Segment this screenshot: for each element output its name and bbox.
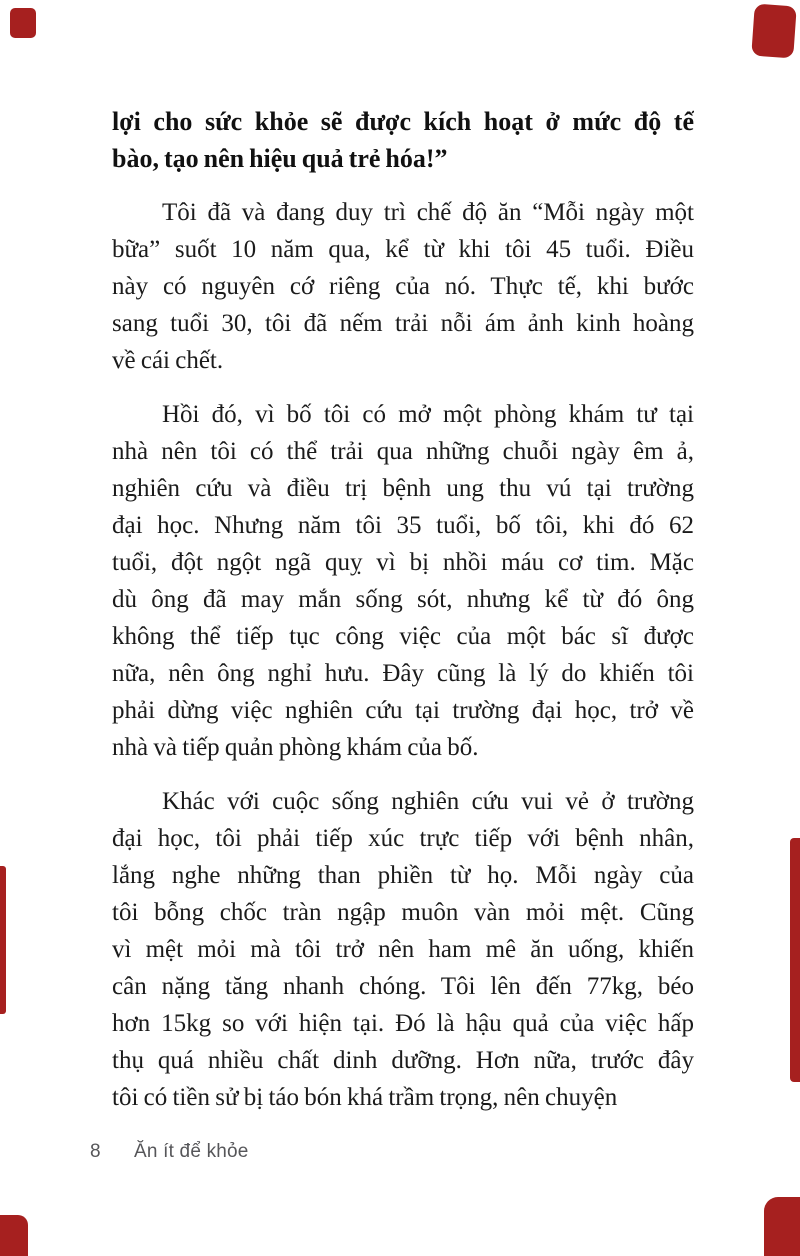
text-line: vì mệt mỏi mà tôi trở nên ham mê ăn uống, khiến xyxy=(112,936,694,963)
body-paragraph xyxy=(112,396,694,766)
text-line: nhà nên tôi có thể trải qua những chuỗi ngày êm ả, xyxy=(112,438,694,465)
book-title: Ăn ít để khỏe xyxy=(134,1141,249,1162)
text-line: hơn 15kg so với hiện tại. Đó là hậu quả của việc hấp xyxy=(112,1010,694,1037)
text-line: lắng nghe những than phiền từ họ. Mỗi ngày của xyxy=(112,862,694,889)
text-line: đại học, tôi phải tiếp xúc trực tiếp với bệnh nhân, xyxy=(112,825,694,852)
page-text-block xyxy=(112,103,694,1116)
text-line: về cái chết. xyxy=(112,347,224,374)
text-line: nữa, nên ông nghỉ hưu. Đây cũng là lý do khiến tôi xyxy=(112,660,694,687)
text-line: tuổi, đột ngột ngã quỵ vì bị nhồi máu cơ tim. Mặc xyxy=(112,549,694,576)
text-line: nhà và tiếp quản phòng khám của bố. xyxy=(112,734,479,761)
body-paragraph xyxy=(112,194,694,379)
text-line: đại học. Nhưng năm tôi 35 tuổi, bố tôi, khi đó 62 xyxy=(112,512,694,539)
text-line: không thể tiếp tục công việc của một bác sĩ được xyxy=(112,623,694,650)
lead-bold-paragraph xyxy=(112,103,694,177)
text-line: tôi bỗng chốc tràn ngập muôn vàn mỏi mệt. Cũng xyxy=(112,899,694,926)
text-line: Khác với cuộc sống nghiên cứu vui vẻ ở trường xyxy=(162,788,694,815)
book-cover-edge-bottom-left xyxy=(0,1215,28,1256)
page-footer xyxy=(90,1141,249,1163)
text-line: cân nặng tăng nhanh chóng. Tôi lên đến 77kg, béo xyxy=(112,973,694,1000)
book-cover-edge-top-left xyxy=(10,8,36,38)
page-number: 8 xyxy=(90,1141,101,1162)
book-cover-edge-mid-left xyxy=(0,866,6,1014)
text-line: phải dừng việc nghiên cứu tại trường đại học, trở về xyxy=(112,697,694,724)
text-line: này có nguyên cớ riêng của nó. Thực tế, khi bước xyxy=(112,273,694,300)
text-line: bào, tạo nên hiệu quả trẻ hóa!” xyxy=(112,144,448,173)
text-line: Hồi đó, vì bố tôi có mở một phòng khám tư tại xyxy=(162,401,694,428)
book-cover-edge-bottom-right xyxy=(764,1197,800,1256)
text-line: bữa” suốt 10 năm qua, kể từ khi tôi 45 tuổi. Điều xyxy=(112,236,694,263)
text-line: nghiên cứu và điều trị bệnh ung thu vú tại trường xyxy=(112,475,694,502)
text-line: thụ quá nhiều chất dinh dưỡng. Hơn nữa, trước đây xyxy=(112,1047,694,1074)
book-cover-edge-top-right xyxy=(751,4,797,59)
text-line: sang tuổi 30, tôi đã nếm trải nỗi ám ảnh kinh hoàng xyxy=(112,310,694,337)
body-paragraph xyxy=(112,783,694,1116)
text-line: tôi có tiền sử bị táo bón khá trầm trọng, nên chuyện xyxy=(112,1084,618,1111)
book-cover-edge-mid-right xyxy=(790,838,800,1082)
text-line: dù ông đã may mắn sống sót, nhưng kể từ đó ông xyxy=(112,586,694,613)
text-line: lợi cho sức khỏe sẽ được kích hoạt ở mức độ tế xyxy=(112,107,694,136)
text-line: Tôi đã và đang duy trì chế độ ăn “Mỗi ngày một xyxy=(162,199,694,226)
